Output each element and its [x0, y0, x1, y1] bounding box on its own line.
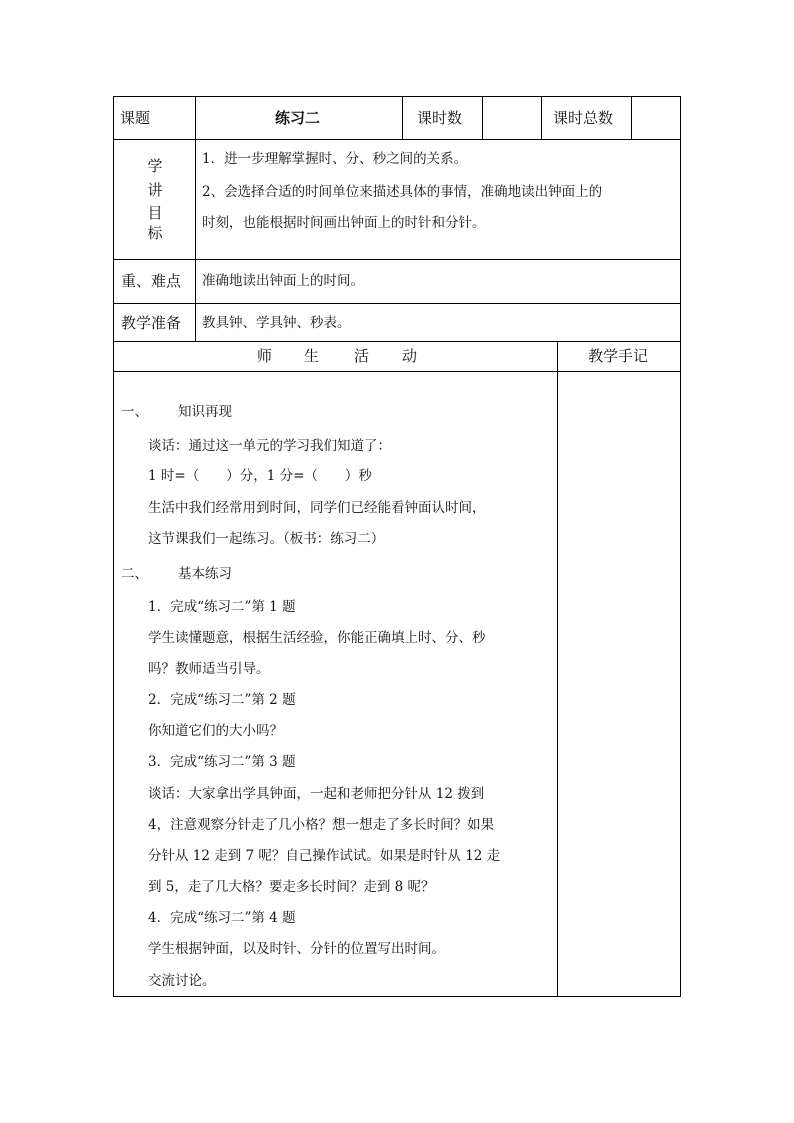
table-row-divider	[113, 303, 681, 304]
total-hours-label: 课时总数	[553, 109, 614, 127]
objective-line: 2、会选择合适的时间单位来描述具体的事情，准确地读出钟面上的	[202, 184, 603, 200]
activity-paragraph: 学生根据钟面，以及时针、分针的位置写出时间。	[148, 941, 445, 957]
activity-paragraph: 你知道它们的大小吗？	[148, 723, 283, 739]
exercise-item: 3．完成“练习二”第 3 题	[148, 754, 296, 770]
table-row-divider	[113, 139, 681, 140]
objective-line: 1．进一步理解掌握时、分、秒之间的关系。	[202, 151, 468, 167]
section-number: 二、	[121, 566, 148, 582]
activity-header-char: 师	[257, 347, 273, 365]
activity-paragraph: 1 时=（ ）分，1 分=（ ）秒	[148, 468, 372, 484]
table-row-divider	[113, 341, 681, 342]
objectives-label-char: 讲	[147, 181, 163, 199]
activity-header-char: 生	[304, 347, 320, 365]
hours-label: 课时数	[417, 109, 463, 127]
objective-line: 时刻，也能根据时间画出钟面上的时针和分针。	[202, 215, 486, 231]
activity-paragraph: 谈话：通过这一单元的学习我们知道了：	[148, 438, 391, 454]
objectives-label-char: 标	[147, 224, 163, 242]
activity-paragraph: 到 5，走了几大格？要走多长时间？走到 8 呢？	[148, 879, 435, 895]
topic-value: 练习二	[275, 109, 321, 127]
prep-label: 教学准备	[121, 314, 182, 332]
table-border-top	[113, 96, 681, 97]
notes-header: 教学手记	[588, 347, 649, 365]
table-border-left	[113, 96, 114, 997]
activity-header-char: 动	[402, 347, 418, 365]
objectives-label-char: 学	[147, 157, 163, 175]
topic-label: 课题	[120, 109, 151, 127]
table-border-right	[680, 96, 681, 997]
activity-paragraph: 分针从 12 走到 7 呢？自己操作试试。如果是时针从 12 走	[148, 848, 501, 864]
section-title: 知识再现	[178, 404, 232, 420]
objectives-label-char: 目	[147, 204, 163, 222]
table-col-divider	[541, 96, 542, 140]
exercise-item: 4．完成“练习二”第 4 题	[148, 910, 296, 926]
activity-paragraph: 生活中我们经常用到时间，同学们已经能看钟面认时间，	[148, 500, 486, 516]
activity-paragraph: 谈话：大家拿出学具钟面，一起和老师把分针从 12 拨到	[148, 786, 485, 802]
table-col-divider-notes	[557, 341, 558, 997]
key-points-value: 准确地读出钟面上的时间。	[202, 273, 364, 289]
section-number: 一、	[121, 404, 148, 420]
table-col-divider	[402, 96, 403, 140]
table-col-divider	[482, 96, 483, 140]
activity-paragraph: 4，注意观察分针走了几小格？想一想走了多长时间？如果	[148, 817, 495, 833]
table-row-divider	[113, 371, 681, 372]
table-row-divider	[113, 259, 681, 260]
activity-header-char: 活	[354, 347, 370, 365]
key-points-label: 重、难点	[121, 272, 182, 290]
exercise-item: 1．完成“练习二”第 1 题	[148, 599, 296, 615]
activity-paragraph: 交流讨论。	[148, 973, 216, 989]
activity-paragraph: 这节课我们一起练习。（板书：练习二）	[148, 531, 385, 547]
section-title: 基本练习	[178, 566, 232, 582]
exercise-item: 2．完成“练习二”第 2 题	[148, 692, 296, 708]
table-border-bottom	[113, 996, 681, 997]
activity-paragraph: 吗？教师适当引导。	[148, 661, 270, 677]
prep-value: 教具钟、学具钟、秒表。	[202, 315, 351, 331]
table-col-divider	[195, 96, 196, 342]
activity-paragraph: 学生读懂题意，根据生活经验，你能正确填上时、分、秒	[148, 630, 486, 646]
table-col-divider	[631, 96, 632, 140]
